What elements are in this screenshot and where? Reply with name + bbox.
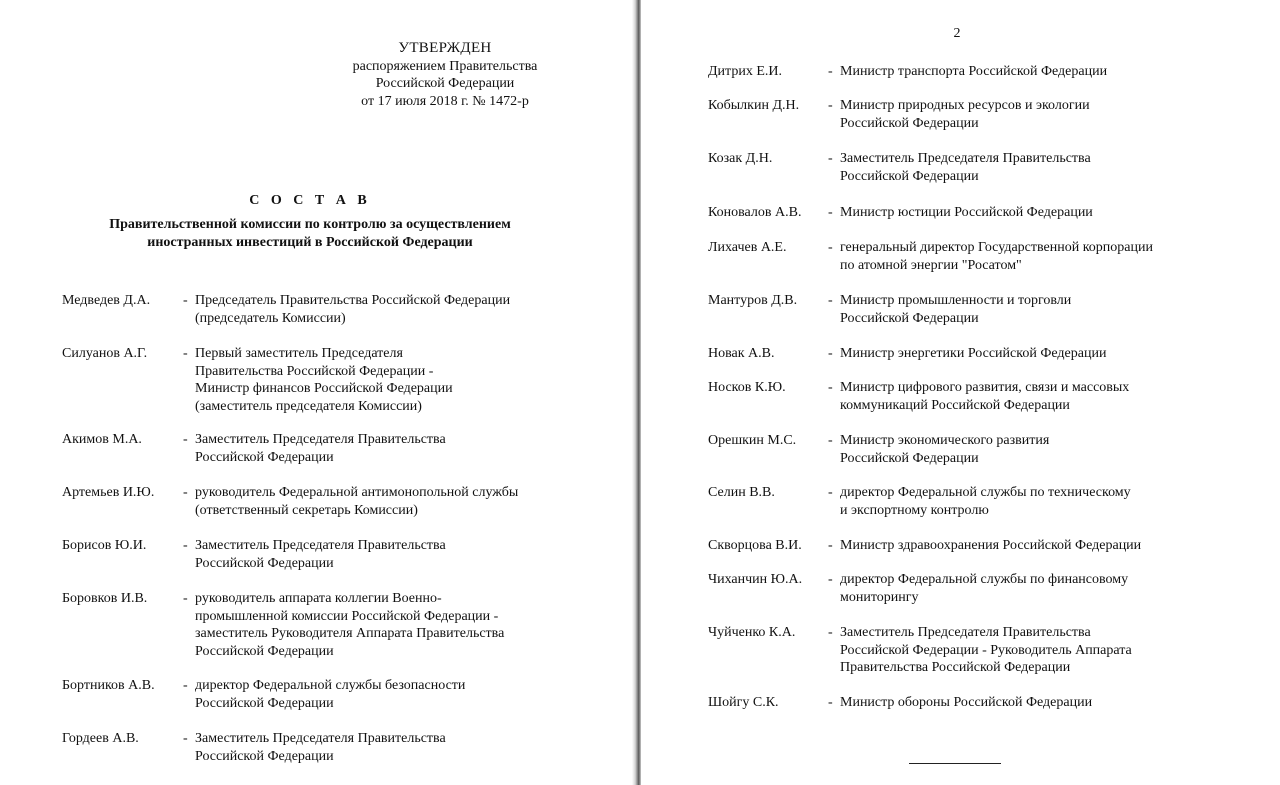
member-role: Заместитель Председателя Правительства Российской Федерации [195, 538, 446, 571]
member-name: Шойгу С.К. [708, 695, 779, 710]
member-dash: - [828, 380, 833, 395]
member-dash: - [828, 538, 833, 553]
approval-line-1: распоряжением Правительства [352, 58, 538, 74]
approval-title: УТВЕРЖДЕН [398, 40, 492, 56]
member-role: Министр энергетики Российской Федерации [840, 346, 1107, 361]
member-dash: - [828, 64, 833, 79]
member-dash: - [183, 346, 188, 361]
approval-line-2: Российской Федерации [375, 76, 515, 91]
member-entry [62, 730, 446, 764]
member-role: руководитель Федеральной антимонопольной службы (ответственный секретарь Комиссии) [195, 485, 519, 518]
member-name: Лихачев А.Е. [708, 240, 787, 255]
member-role: Заместитель Председателя Правительства Российской Федерации [195, 432, 446, 465]
member-entry [62, 590, 505, 659]
member-name: Орешкин М.С. [708, 433, 797, 448]
member-entry [708, 379, 1130, 413]
member-role: директор Федеральной службы по финансовому мониторингу [840, 572, 1129, 605]
member-entry [708, 63, 1108, 81]
member-entry [708, 694, 1093, 712]
approval-line-3: от 17 июля 2018 г. № 1472-р [361, 93, 529, 109]
document-subheading: Правительственной комиссии по контролю за осуществлением иностранных инвестиций в Российской Федерации [109, 217, 511, 250]
page-number: 2 [953, 26, 961, 41]
member-entry [708, 97, 1090, 131]
member-role: Министр обороны Российской Федерации [840, 695, 1093, 710]
member-dash: - [828, 151, 833, 166]
member-role: Министр здравоохранения Российской Федерации [840, 538, 1142, 553]
member-name: Чиханчин Ю.А. [708, 572, 803, 587]
member-dash: - [828, 346, 833, 361]
member-dash: - [183, 485, 188, 500]
member-name: Новак А.В. [708, 346, 775, 361]
member-name: Козак Д.Н. [708, 151, 773, 166]
member-role: Заместитель Председателя Правительства Российской Федерации [195, 731, 446, 764]
member-entry [62, 345, 453, 414]
member-entry [708, 432, 1050, 466]
member-role: Заместитель Председателя Правительства Российской Федерации [840, 151, 1091, 184]
member-name: Кобылкин Д.Н. [708, 98, 800, 113]
member-role: Министр экономического развития Российской Федерации [840, 433, 1050, 466]
member-dash: - [183, 293, 188, 308]
member-dash: - [828, 240, 833, 255]
member-entry [708, 292, 1072, 326]
member-name: Носков К.Ю. [708, 380, 786, 395]
member-dash: - [828, 433, 833, 448]
member-name: Коновалов А.В. [708, 205, 802, 220]
member-name: Силуанов А.Г. [62, 346, 148, 361]
member-dash: - [828, 625, 833, 640]
member-entry [708, 239, 1153, 273]
document-page-1 [0, 0, 632, 785]
member-name: Акимов М.А. [62, 432, 142, 447]
member-entry [708, 571, 1129, 605]
member-role: Министр промышленности и торговли Российской Федерации [840, 293, 1072, 326]
member-role: генеральный директор Государственной корпорации по атомной энергии "Росатом" [840, 240, 1153, 273]
end-rule [909, 763, 1001, 764]
member-entry [708, 345, 1107, 363]
member-entry [62, 677, 466, 711]
member-dash: - [183, 591, 188, 606]
member-dash: - [828, 485, 833, 500]
member-name: Чуйченко К.А. [708, 625, 796, 640]
member-dash: - [828, 695, 833, 710]
member-role: Первый заместитель Председателя Правительства Российской Федерации - Министр финансов Российской Федерации (заместитель председателя Комиссии) [195, 346, 453, 414]
member-name: Гордеев А.В. [62, 731, 139, 746]
member-role: руководитель аппарата коллегии Военно- промышленной комиссии Российской Федерации - заместитель Руководителя Аппарата Правительства Российской Федерации [195, 591, 505, 659]
member-dash: - [828, 205, 833, 220]
member-name: Скворцова В.И. [708, 538, 802, 553]
member-entry [708, 537, 1142, 555]
member-entry [708, 484, 1131, 518]
member-entry [708, 624, 1132, 675]
member-role: Министр транспорта Российской Федерации [840, 64, 1108, 79]
member-entry [62, 537, 446, 571]
document-page-2 [641, 0, 1280, 785]
member-dash: - [183, 538, 188, 553]
page-gutter [632, 0, 641, 785]
member-entry [62, 292, 511, 326]
member-name: Артемьев И.Ю. [62, 485, 155, 500]
member-role: директор Федеральной службы по техническому и экспортному контролю [840, 485, 1131, 518]
member-name: Бортников А.В. [62, 678, 155, 693]
member-role: Министр цифрового развития, связи и массовых коммуникаций Российской Федерации [840, 380, 1130, 413]
member-dash: - [828, 293, 833, 308]
member-dash: - [183, 432, 188, 447]
document-heading: С О С Т А В [249, 193, 371, 208]
member-name: Борисов Ю.И. [62, 538, 147, 553]
member-dash: - [183, 731, 188, 746]
member-dash: - [183, 678, 188, 693]
member-name: Медведев Д.А. [62, 293, 151, 308]
member-role: Заместитель Председателя Правительства Российской Федерации - Руководитель Аппарата Правительства Российской Федерации [840, 625, 1132, 675]
member-name: Мантуров Д.В. [708, 293, 798, 308]
member-role: директор Федеральной службы безопасности Российской Федерации [195, 678, 466, 711]
member-name: Селин В.В. [708, 485, 775, 500]
member-role: Министр юстиции Российской Федерации [840, 205, 1093, 220]
approval-stamp [330, 40, 560, 110]
member-name: Боровков И.В. [62, 591, 148, 606]
member-dash: - [828, 98, 833, 113]
member-name: Дитрих Е.И. [708, 64, 782, 79]
member-role: Председатель Правительства Российской Федерации (председатель Комиссии) [195, 293, 511, 326]
member-entry [62, 484, 519, 518]
member-entry [62, 431, 446, 465]
member-entry [708, 204, 1093, 222]
member-entry [708, 150, 1091, 184]
member-role: Министр природных ресурсов и экологии Российской Федерации [840, 98, 1090, 131]
member-dash: - [828, 572, 833, 587]
